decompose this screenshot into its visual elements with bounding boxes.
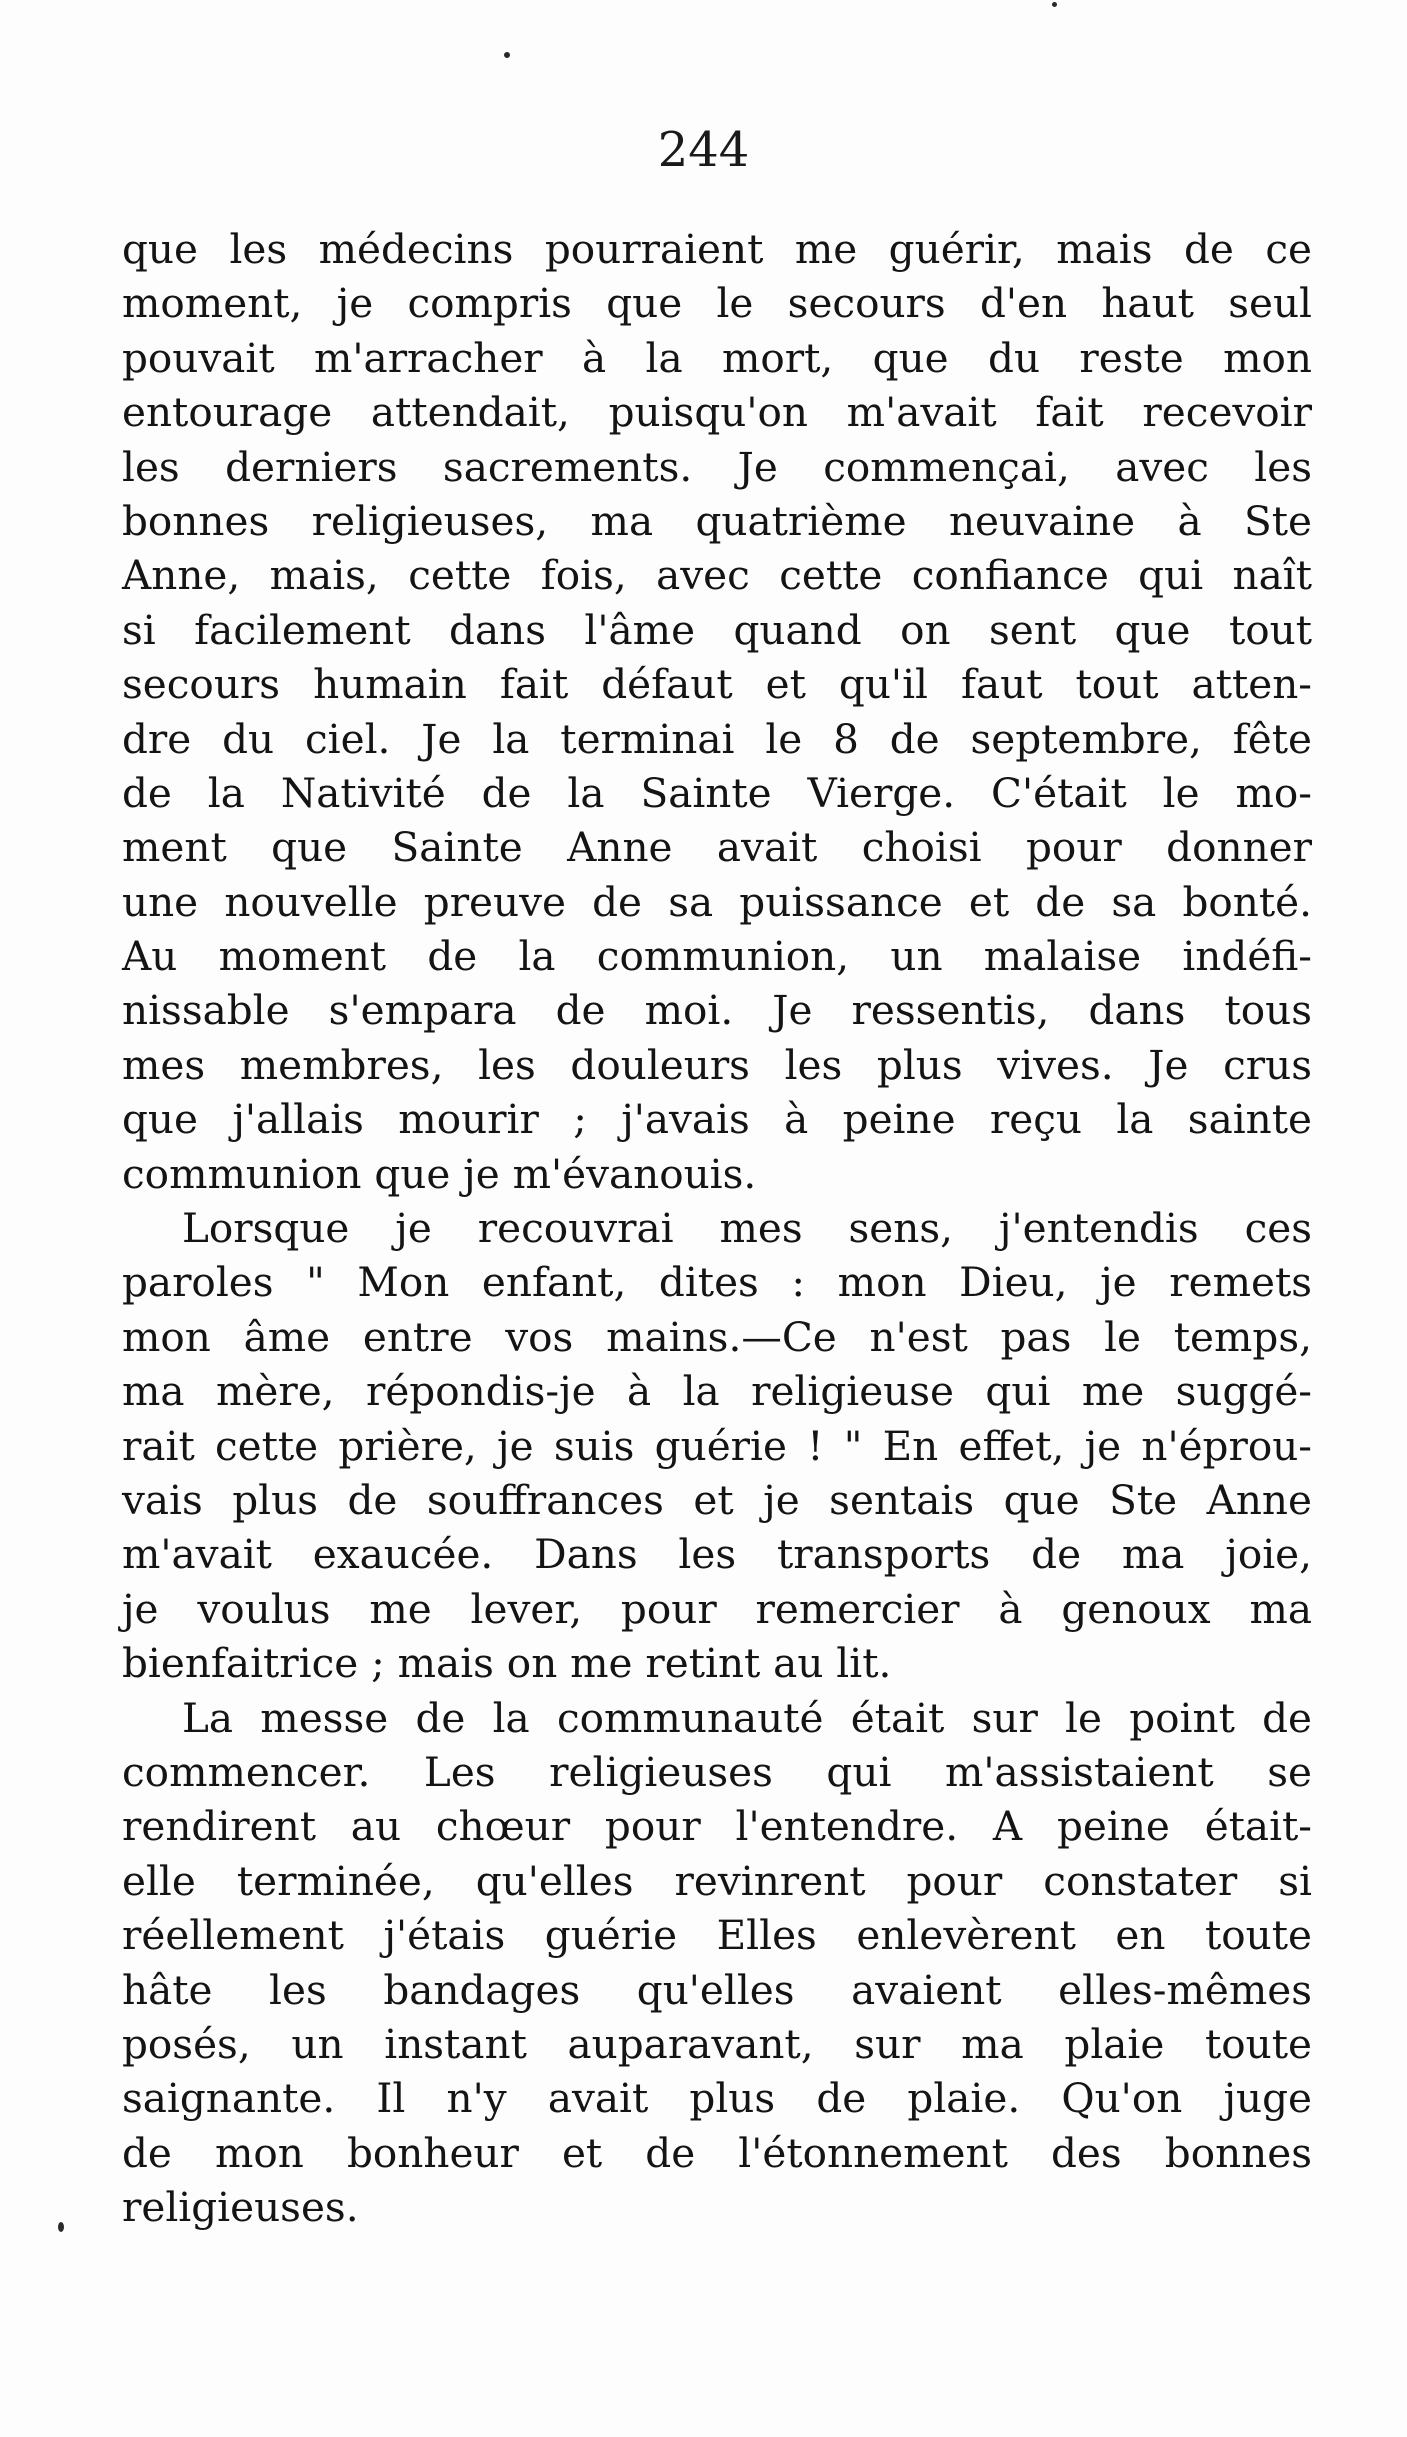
text-line: bonnes religieuses, ma quatrième neuvaine à Ste [122,496,1312,545]
text-line: je voulus me lever, pour remercier à genoux ma [122,1584,1312,1633]
paragraph-start-line: La messe de la communauté était sur le point de [182,1693,1312,1742]
text-line: moment, je compris que le secours d'en haut seul [122,279,1312,328]
text-line: Anne, mais, cette fois, avec cette confiance qui naît [122,551,1312,600]
text-line: hâte les bandages qu'elles avaient elles-mêmes [122,1965,1312,2014]
text-line: m'avait exaucée. Dans les transports de ma joie, [122,1530,1312,1579]
text-line: nissable s'empara de moi. Je ressentis, dans tous [122,986,1312,1035]
text-line: mes membres, les douleurs les plus vives. Je crus [122,1040,1312,1089]
ink-speck [504,52,510,58]
text-line: elle terminée, qu'elles revinrent pour constater si [122,1856,1312,1905]
text-line: les derniers sacrements. Je commençai, avec les [122,442,1312,491]
text-line: secours humain fait défaut et qu'il faut tout atten- [122,660,1312,709]
text-line: pouvait m'arracher à la mort, que du reste mon [122,333,1312,382]
text-line: réellement j'étais guérie Elles enlevèrent en toute [122,1911,1312,1960]
text-line: saignante. Il n'y avait plus de plaie. Qu'on juge [122,2074,1312,2123]
text-line: vais plus de souffrances et je sentais que Ste Anne [122,1475,1312,1524]
paragraph-start-line: Lorsque je recouvrai mes sens, j'entendis ces [182,1204,1312,1253]
text-line: dre du ciel. Je la terminai le 8 de septembre, fête [122,714,1312,763]
page-number: 244 [657,122,750,178]
text-line: de mon bonheur et de l'étonnement des bonnes [122,2128,1312,2177]
text-line: commencer. Les religieuses qui m'assistaient se [122,1747,1312,1796]
text-line: paroles " Mon enfant, dites : mon Dieu, je remets [122,1258,1312,1307]
text-line: que j'allais mourir ; j'avais à peine reçu la sainte [122,1095,1312,1144]
paragraph-end-line: bienfaitrice ; mais on me retint au lit. [122,1639,892,1688]
text-line: rendirent au chœur pour l'entendre. A peine était- [122,1802,1312,1851]
text-line: Au moment de la communion, un malaise indéfi- [122,932,1312,981]
text-line: une nouvelle preuve de sa puissance et de sa bonté. [122,877,1312,926]
ink-speck [58,2222,64,2232]
text-line: rait cette prière, je suis guérie ! " En effet, je n'éprou- [122,1421,1312,1470]
text-line: mon âme entre vos mains.—Ce n'est pas le temps, [122,1312,1312,1361]
text-line: posés, un instant auparavant, sur ma plaie toute [122,2019,1312,2068]
text-line: que les médecins pourraient me guérir, mais de ce [122,225,1312,273]
text-line: entourage attendait, puisqu'on m'avait fait recevoir [122,388,1312,437]
body-text [122,222,1312,2234]
text-line: ma mère, répondis-je à la religieuse qui me suggé- [122,1367,1312,1416]
text-line: de la Nativité de la Sainte Vierge. C'était le mo- [122,768,1312,817]
text-line: si facilement dans l'âme quand on sent que tout [122,605,1312,654]
text-line: ment que Sainte Anne avait choisi pour donner [122,823,1312,872]
ink-speck [1052,2,1057,7]
paragraph-end-line: communion que je m'évanouis. [122,1149,757,1198]
paragraph-end-line: religieuses. [122,2183,359,2232]
